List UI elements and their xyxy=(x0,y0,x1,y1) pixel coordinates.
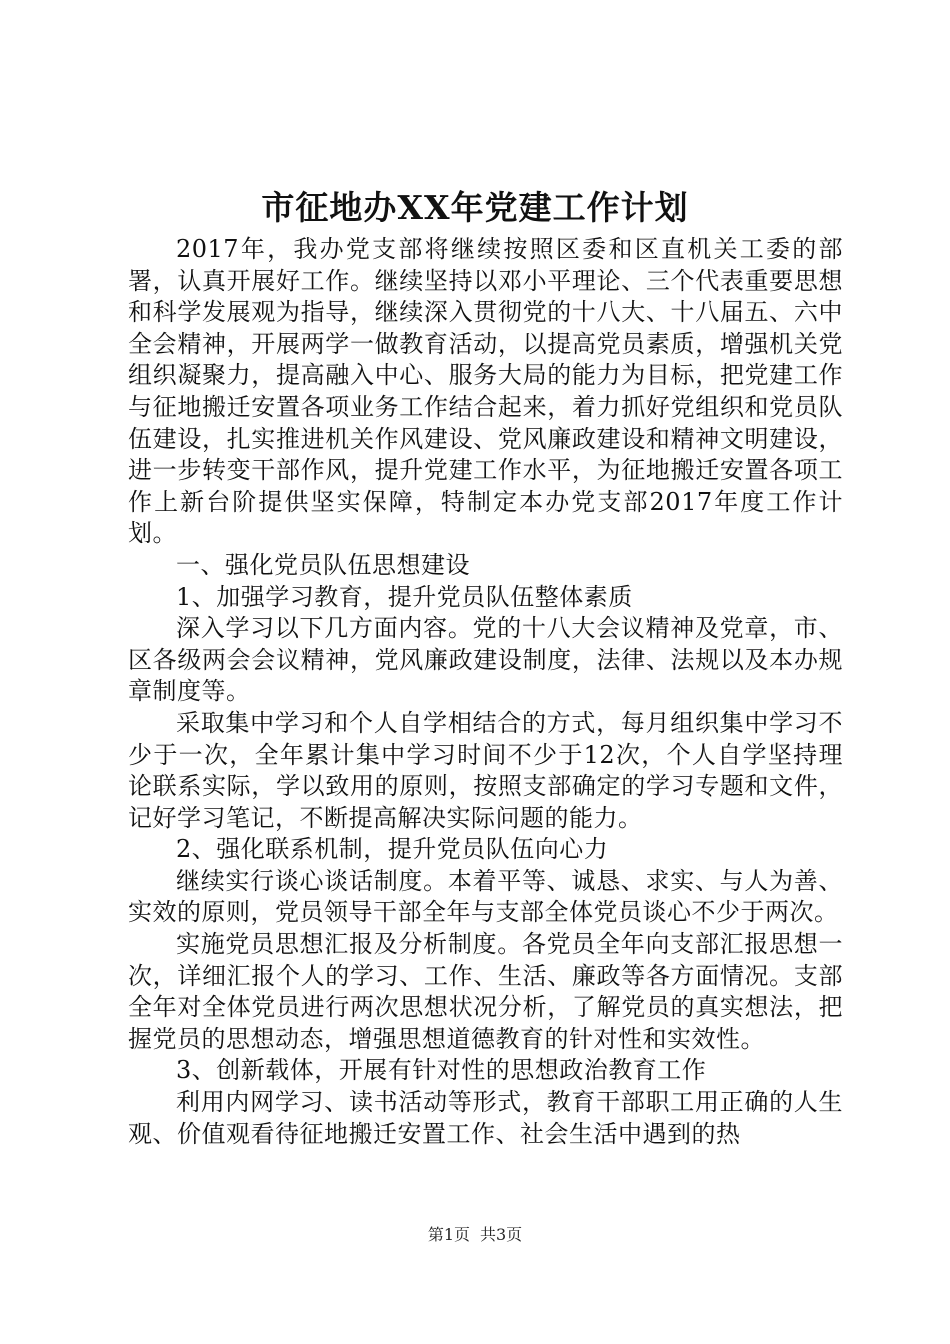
paragraph: 深入学习以下几方面内容。党的十八大会议精神及党章，市、区各级两会会议精神，党风廉政建设制度，法律、法规以及本办规章制度等。 xyxy=(128,614,843,706)
subsection-heading-3: 3、创新载体，开展有针对性的思想政治教育工作 xyxy=(176,1056,707,1085)
paragraph-intro: 2017年，我办党支部将继续按照区委和区直机关工委的部署，认真开展好工作。继续坚持以邓小平理论、三个代表重要思想和科学发展观为指导，继续深入贯彻党的十八大、十八届五、六中全会精神，开展两学一做教育活动，以提高党员素质，增强机关党组织凝聚力，提高融入中心、服务大局的能力为目标，把党建工作与征地搬迁安置各项业务工作结合起来，着力抓好党组织和党员队伍建设，扎实推进机关作风建设、党风廉政建设和精神文明建设，进一步转变干部作风，提升党建工作水平，为征地搬迁安置各项工作上新台阶提供坚实保障，特制定本办党支部2017年度工作计划。 xyxy=(128,235,843,548)
document-title: 市征地办XX年党建工作计划 xyxy=(261,188,689,227)
page-total: 共3页 xyxy=(480,1225,523,1244)
page-number: 第1页 xyxy=(427,1225,470,1244)
subsection-heading-1: 1、加强学习教育，提升党员队伍整体素质 xyxy=(176,582,633,611)
subsection-heading-2: 2、强化联系机制，提升党员队伍向心力 xyxy=(176,835,609,864)
paragraph: 实施党员思想汇报及分析制度。各党员全年向支部汇报思想一次，详细汇报个人的学习、工作、生活、廉政等各方面情况。支部全年对全体党员进行两次思想状况分析，了解党员的真实想法，把握党员的思想动态，增强思想道德教育的针对性和实效性。 xyxy=(128,930,843,1053)
paragraph: 继续实行谈心谈话制度。本着平等、诚恳、求实、与人为善、实效的原则，党员领导干部全年与支部全体党员谈心不少于两次。 xyxy=(128,866,843,927)
paragraph: 利用内网学习、读书活动等形式，教育干部职工用正确的人生观、价值观看待征地搬迁安置工作、社会生活中遇到的热 xyxy=(128,1088,843,1148)
paragraph: 采取集中学习和个人自学相结合的方式，每月组织集中学习不少于一次，全年累计集中学习时间不少于12次，个人自学坚持理论联系实际，学以致用的原则，按照支部确定的学习专题和文件，记好学习笔记，不断提高解决实际问题的能力。 xyxy=(128,708,843,832)
section-heading-1: 一、强化党员队伍思想建设 xyxy=(176,550,470,579)
page-footer xyxy=(0,1222,950,1245)
document-body xyxy=(128,234,843,1150)
